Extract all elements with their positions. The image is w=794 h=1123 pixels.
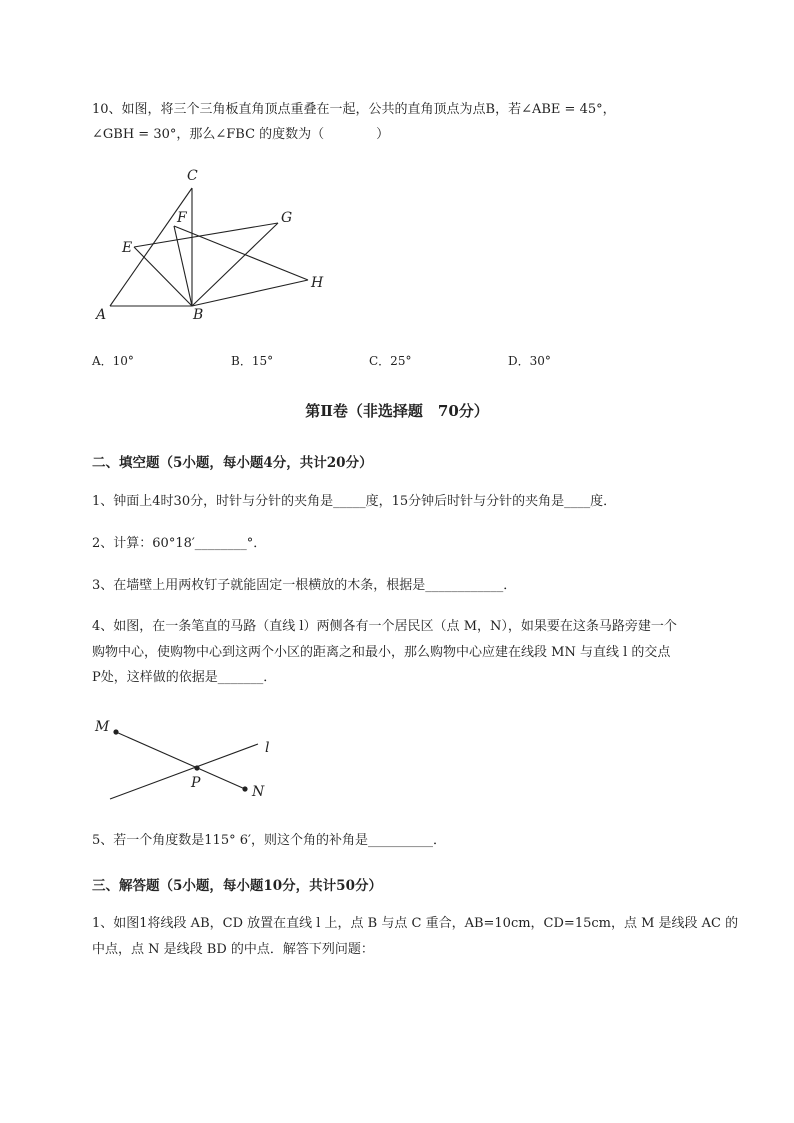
fill-q5: 5、若一个角度数是115° 6′，则这个角的补角是__________．	[92, 833, 446, 848]
label-G: G	[281, 210, 293, 226]
point-P	[194, 765, 199, 770]
q10-line2: ∠GBH = 30°，那么∠FBC 的度数为（ ）	[92, 127, 390, 142]
label-A: A	[96, 307, 107, 323]
q10-figure	[88, 160, 338, 325]
fill-q1: 1、钟面上4时30分，时针与分针的夹角是_____度，15分钟后时针与分针的夹角是____度．	[92, 494, 617, 509]
q10-option-c: C．25°	[369, 354, 412, 368]
seg-EB	[134, 247, 192, 306]
fill-q3: 3、在墙壁上用两枚钉子就能固定一根横放的木条，根据是____________．	[92, 578, 517, 593]
label-B: B	[193, 307, 204, 323]
label-P: P	[191, 775, 201, 791]
answer-q1-line2: 中点，点 N 是线段 BD 的中点．解答下列问题：	[92, 942, 374, 957]
label-C: C	[187, 168, 198, 184]
q4-figure	[90, 712, 290, 807]
seg-FH	[174, 226, 308, 280]
line-l	[110, 744, 258, 799]
fill-q4-line3: P处，这样做的依据是_______．	[92, 670, 277, 685]
label-M: M	[95, 719, 110, 735]
segment-MN	[116, 732, 245, 789]
answer-q1-line1: 1、如图1将线段 AB，CD 放置在直线 l 上，点 B 与点 C 重合，AB=10cm，CD=15cm，点 M 是线段 AC 的	[92, 916, 739, 931]
label-N: N	[252, 784, 265, 800]
fill-q4-line1: 4、如图，在一条笔直的马路（直线 l）两侧各有一个居民区（点 M，N），如果要在这条马路旁建一个	[92, 619, 677, 634]
label-l: l	[265, 740, 270, 756]
q10-option-b: B．15°	[231, 354, 274, 368]
point-N	[242, 786, 247, 791]
q10-option-d: D．30°	[508, 354, 551, 368]
q10-line1: 10、如图，将三个三角板直角顶点重叠在一起，公共的直角顶点为点B，若∠ABE = 45°，	[92, 102, 616, 117]
point-M	[113, 729, 118, 734]
q10-option-a: A．10°	[92, 354, 134, 368]
answer-section-header: 三、解答题（5小题，每小题10分，共计50分）	[92, 878, 382, 894]
fill-q2: 2、计算：60°18′________°．	[92, 536, 267, 551]
fill-section-header: 二、填空题（5小题，每小题4分，共计20分）	[92, 455, 373, 471]
part2-title: 第Ⅱ卷（非选择题 70分）	[305, 402, 489, 420]
seg-BH	[192, 280, 308, 306]
label-H: H	[311, 275, 324, 291]
label-F: F	[177, 210, 187, 226]
fill-q4-line2: 购物中心，使购物中心到这两个小区的距离之和最小，那么购物中心应建在线段 MN 与直线 l 的交点	[92, 645, 671, 660]
label-E: E	[122, 240, 133, 256]
